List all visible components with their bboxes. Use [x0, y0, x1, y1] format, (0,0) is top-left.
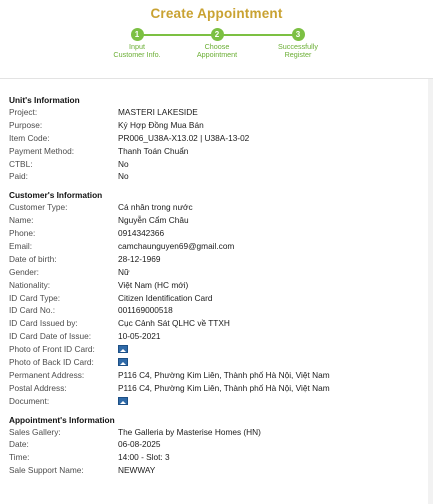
field-value: Việt Nam (HC mới) — [118, 279, 189, 290]
info-row-payment-method — [9, 145, 419, 158]
field-value: 14:00 - Slot: 3 — [118, 452, 170, 463]
info-row-photo-back — [9, 356, 419, 369]
info-row-id-card-date-of-issue — [9, 330, 419, 343]
field-value: P116 C4, Phường Kim Liên, Thành phố Hà Nội, Việt Nam — [118, 369, 330, 380]
field-value: Citizen Identification Card — [118, 292, 213, 303]
step-choose-appointment — [182, 27, 252, 59]
field-label: ID Card Date of Issue: — [9, 331, 92, 342]
unit-info-heading: Unit's Information — [9, 95, 80, 105]
step-input-customer-info — [102, 27, 172, 59]
field-value: P116 C4, Phường Kim Liên, Thành phố Hà Nội, Việt Nam — [118, 382, 330, 393]
page-title: Create Appointment — [150, 6, 283, 21]
step-label: Input — [129, 42, 145, 51]
field-label: Sales Gallery: — [9, 426, 61, 437]
info-row-date-of-birth — [9, 253, 419, 266]
section-gap — [9, 408, 419, 413]
info-row-phone — [9, 227, 419, 240]
step-label: Register — [284, 50, 312, 59]
field-label: Nationality: — [9, 279, 51, 290]
image-icon[interactable] — [118, 345, 128, 353]
info-row-name — [9, 214, 419, 227]
info-row-customer-type — [9, 201, 419, 214]
step-label: Customer Info. — [113, 50, 161, 59]
field-label: Document: — [9, 395, 50, 406]
info-row-project — [9, 106, 419, 119]
step-number: 3 — [292, 28, 305, 41]
step-successfully-register — [263, 27, 333, 59]
field-label: Sale Support Name: — [9, 465, 84, 476]
info-row-document — [9, 395, 419, 408]
info-row-id-card-type — [9, 292, 419, 305]
field-value: MASTERI LAKESIDE — [118, 107, 198, 117]
field-label: Photo of Back ID Card: — [9, 357, 94, 368]
appointment-summary — [9, 93, 419, 477]
appointment-info-heading: Appointment's Information — [9, 414, 115, 425]
scrollbar[interactable] — [428, 79, 433, 504]
info-row-paid — [9, 170, 419, 183]
field-label: Date of birth: — [9, 253, 57, 264]
field-label: Purpose: — [9, 119, 43, 130]
info-row-sales-gallery — [9, 426, 419, 439]
info-row-postal-address — [9, 382, 419, 395]
field-value: 28-12-1969 — [118, 253, 161, 264]
step-number: 2 — [211, 28, 224, 41]
field-value: camchaunguyen69@gmail.com — [118, 241, 235, 252]
field-label: Time: — [9, 452, 30, 463]
field-label: ID Card Issued by: — [9, 318, 78, 329]
step-number: 1 — [131, 28, 144, 41]
info-row-purpose — [9, 119, 419, 132]
field-value: Nguyễn Cẩm Châu — [118, 215, 189, 226]
info-row-sale-support-name — [9, 464, 419, 477]
info-row-permanent-address — [9, 369, 419, 382]
field-label: Item Code: — [9, 132, 50, 143]
progress-stepper — [0, 27, 433, 67]
field-label: Project: — [9, 107, 38, 117]
step-label: Appointment — [196, 50, 238, 59]
info-row-id-card-no — [9, 304, 419, 317]
image-icon[interactable] — [118, 358, 128, 366]
field-value: 06-08-2025 — [118, 439, 161, 450]
field-value: Cá nhân trong nước — [118, 202, 193, 213]
info-row-photo-front — [9, 343, 419, 356]
info-row-time — [9, 451, 419, 464]
field-value: 10-05-2021 — [118, 331, 161, 342]
field-label: Date: — [9, 439, 29, 450]
step-label: Successfully — [278, 42, 318, 51]
info-row-item-code — [9, 132, 419, 145]
field-label: ID Card Type: — [9, 292, 61, 303]
field-value: Cục Cảnh Sát QLHC về TTXH — [118, 318, 230, 329]
info-row-ctbl — [9, 158, 419, 171]
field-label: Photo of Front ID Card: — [9, 344, 95, 355]
field-label: Postal Address: — [9, 382, 67, 393]
field-label: Paid: — [9, 171, 28, 182]
field-value: NEWWAY — [118, 465, 156, 476]
field-value: No — [118, 171, 129, 182]
field-value: The Galleria by Masterise Homes (HN) — [118, 426, 261, 437]
image-icon[interactable] — [118, 397, 128, 405]
field-value: Ký Hợp Đồng Mua Bán — [118, 119, 204, 130]
info-row-email — [9, 240, 419, 253]
field-value: Thanh Toán Chuẩn — [118, 145, 189, 156]
field-value: 001169000518 — [118, 305, 173, 316]
info-row-date — [9, 438, 419, 451]
section-gap — [9, 183, 419, 188]
field-label: ID Card No.: — [9, 305, 56, 316]
field-value: Nữ — [118, 266, 130, 277]
field-label: CTBL: — [9, 158, 33, 169]
info-row-gender — [9, 266, 419, 279]
field-label: Permanent Address: — [9, 369, 85, 380]
field-value: 0914342366 — [118, 228, 165, 239]
field-label: Payment Method: — [9, 145, 75, 156]
customer-info-heading: Customer's Information — [9, 190, 103, 201]
field-label: Name: — [9, 215, 34, 226]
field-label: Customer Type: — [9, 202, 68, 213]
info-row-nationality — [9, 279, 419, 292]
field-value: No — [118, 158, 129, 169]
field-label: Phone: — [9, 228, 36, 239]
field-label: Gender: — [9, 266, 39, 277]
step-label: Choose — [204, 42, 230, 51]
field-value: PR006_U38A-X13.02 | U38A-13-02 — [118, 132, 250, 143]
divider — [0, 78, 433, 79]
field-label: Email: — [9, 241, 33, 252]
info-row-id-card-issued-by — [9, 317, 419, 330]
